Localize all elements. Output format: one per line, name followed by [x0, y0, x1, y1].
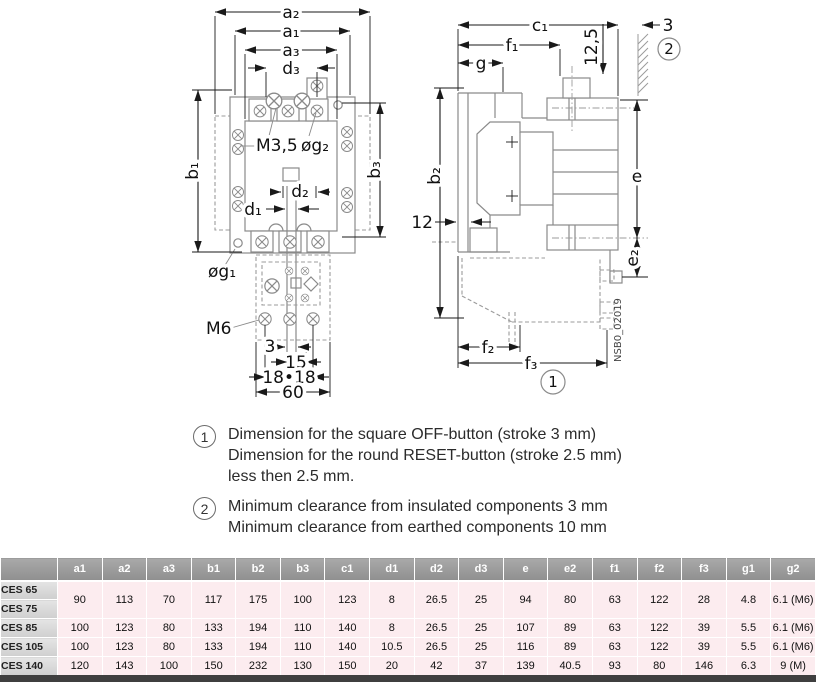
dimension-value: 28 — [682, 581, 727, 619]
dimension-value: 100 — [58, 619, 103, 638]
column-header-e2: e2 — [548, 558, 593, 581]
dimension-value: 39 — [682, 638, 727, 657]
dimension-value: 175 — [236, 581, 281, 619]
dim-label-d3: d₃ — [282, 59, 300, 79]
dimension-value: 194 — [236, 619, 281, 638]
side-head — [477, 122, 553, 215]
column-header-d1: d1 — [370, 558, 415, 581]
dimension-value: 25 — [459, 638, 504, 657]
dimension-value: 150 — [325, 657, 370, 676]
dimension-value: 90 — [58, 581, 103, 619]
wall-hatching — [638, 34, 648, 96]
dimension-value: 70 — [147, 581, 192, 619]
side-bottom-terminal — [547, 225, 618, 250]
dimension-value: 26.5 — [414, 619, 459, 638]
column-header-b3: b3 — [280, 558, 325, 581]
dimension-value: 63 — [592, 638, 637, 657]
dim-label-60: 60 — [282, 383, 304, 403]
dimension-value: 139 — [503, 657, 548, 676]
drawing-code: NSB0_02019 — [613, 298, 624, 362]
dim-label-d1: d₁ — [244, 200, 262, 220]
corner-cell — [1, 558, 58, 581]
dimension-value: 80 — [147, 638, 192, 657]
dimension-value: 6.3 — [726, 657, 771, 676]
diamond-mark — [304, 277, 318, 291]
label-m6: M6 — [206, 319, 232, 339]
table-row — [1, 638, 816, 657]
note-1-line-2: Dimension for the round RESET-button (stroke 2.5 mm) — [228, 447, 622, 464]
dimension-value: 110 — [280, 619, 325, 638]
side-top-terminal — [547, 98, 618, 120]
dimension-value: 100 — [280, 581, 325, 619]
dimension-value: 89 — [548, 638, 593, 657]
dimension-value: 26.5 — [414, 638, 459, 657]
dimension-value: 146 — [682, 657, 727, 676]
dimension-value: 8 — [370, 619, 415, 638]
dimension-value: 89 — [548, 619, 593, 638]
column-header-f1: f1 — [592, 558, 637, 581]
dimension-value: 5.5 — [726, 619, 771, 638]
dimension-value: 9 (M) — [771, 657, 816, 676]
row-label: CES 65 — [1, 581, 58, 600]
dimension-value: 80 — [147, 619, 192, 638]
callout-2-number: 2 — [664, 40, 674, 58]
dimension-value: 117 — [191, 581, 236, 619]
table-row — [1, 581, 816, 600]
dimension-table-section — [0, 557, 816, 676]
dimension-value: 123 — [102, 619, 147, 638]
dim-label-f2: f₂ — [481, 338, 495, 358]
column-header-g2: g2 — [771, 558, 816, 581]
table-row — [1, 657, 816, 676]
column-header-a2: a2 — [102, 558, 147, 581]
side-view — [411, 16, 680, 394]
row-label: CES 85 — [1, 619, 58, 638]
dimension-value: 5.5 — [726, 638, 771, 657]
column-header-e: e — [503, 558, 548, 581]
dimension-value: 80 — [548, 581, 593, 619]
dim-label-c1: c₁ — [531, 16, 549, 36]
dimension-value: 116 — [503, 638, 548, 657]
dimension-value: 20 — [370, 657, 415, 676]
dim-label-3-clearance: 3 — [662, 16, 674, 36]
column-header-f2: f2 — [637, 558, 682, 581]
column-header-a1: a1 — [58, 558, 103, 581]
dimension-value: 39 — [682, 619, 727, 638]
dimension-value: 80 — [637, 657, 682, 676]
note-1-line-1: Dimension for the square OFF-button (stroke 3 mm) — [228, 426, 597, 443]
dim-label-a1: a₁ — [282, 22, 300, 42]
note-1-badge: 1 — [193, 425, 216, 448]
note-2-badge: 2 — [193, 497, 216, 520]
dim-label-a2: a₂ — [282, 3, 300, 23]
column-header-d2: d2 — [414, 558, 459, 581]
row-label: CES 75 — [1, 600, 58, 619]
dimension-value: 150 — [191, 657, 236, 676]
side-accessory — [462, 258, 614, 345]
dimension-value: 133 — [191, 619, 236, 638]
dim-label-18-18: 18•18 — [262, 368, 316, 388]
dimension-value: 123 — [102, 638, 147, 657]
dimension-value: 25 — [459, 581, 504, 619]
dimension-value: 140 — [325, 619, 370, 638]
label-og2: øg₂ — [301, 136, 330, 156]
dimension-value: 8 — [370, 581, 415, 619]
note-2-line-2: Minimum clearance from earthed components 10 mm — [228, 519, 607, 536]
dimension-value: 63 — [592, 619, 637, 638]
dim-label-g: g — [475, 54, 487, 74]
column-header-b2: b2 — [236, 558, 281, 581]
front-view — [183, 3, 386, 403]
table-row — [1, 619, 816, 638]
dimension-value: 107 — [503, 619, 548, 638]
callout-1-number: 1 — [548, 373, 558, 391]
row-label: CES 140 — [1, 657, 58, 676]
label-m35: M3,5 — [256, 136, 298, 156]
dimension-value: 6.1 (M6) — [771, 638, 816, 657]
dim-label-12-5: 12,5 — [582, 28, 602, 66]
note-1-line-3: less then 2.5 mm. — [228, 468, 355, 485]
dim-label-b1: b₁ — [183, 162, 203, 180]
column-header-b1: b1 — [191, 558, 236, 581]
dim-label-f3: f₃ — [524, 354, 538, 374]
dimension-value: 40.5 — [548, 657, 593, 676]
dimension-value: 194 — [236, 638, 281, 657]
column-header-d3: d3 — [459, 558, 504, 581]
dimension-value: 6.1 (M6) — [771, 581, 816, 619]
dimension-value: 25 — [459, 619, 504, 638]
dimension-value: 42 — [414, 657, 459, 676]
dimension-value: 130 — [280, 657, 325, 676]
dim-label-d2: d₂ — [291, 182, 309, 202]
dim-label-b3: b₃ — [365, 161, 385, 179]
dim-label-12: 12 — [411, 213, 433, 233]
table-footer-bar — [0, 675, 816, 682]
dim-label-a3: a₃ — [282, 41, 300, 61]
dimension-value: 232 — [236, 657, 281, 676]
dim-label-e2: e₂ — [623, 249, 643, 267]
dimension-value: 4.8 — [726, 581, 771, 619]
dim-label-e: e — [631, 167, 643, 187]
column-header-a3: a3 — [147, 558, 192, 581]
dim-label-b2: b₂ — [425, 167, 445, 185]
dimension-value: 120 — [58, 657, 103, 676]
note-1 — [193, 424, 622, 487]
dimension-value: 133 — [191, 638, 236, 657]
dim-label-15: 15 — [285, 353, 307, 373]
dimension-value: 100 — [58, 638, 103, 657]
column-header-g1: g1 — [726, 558, 771, 581]
column-header-c1: c1 — [325, 558, 370, 581]
dimension-value: 94 — [503, 581, 548, 619]
dimension-value: 93 — [592, 657, 637, 676]
dimension-value: 113 — [102, 581, 147, 619]
note-2-line-1: Minimum clearance from insulated components 3 mm — [228, 498, 608, 515]
dimension-value: 123 — [325, 581, 370, 619]
dimension-value: 100 — [147, 657, 192, 676]
dimensions-table — [0, 557, 816, 676]
label-og1: øg₁ — [208, 262, 237, 282]
dimension-value: 122 — [637, 638, 682, 657]
dimension-value: 143 — [102, 657, 147, 676]
dim-label-f1: f₁ — [505, 36, 519, 56]
dimension-value: 122 — [637, 581, 682, 619]
dimension-value: 37 — [459, 657, 504, 676]
dimension-value: 110 — [280, 638, 325, 657]
row-label: CES 105 — [1, 638, 58, 657]
note-2 — [193, 496, 608, 538]
dim-label-3: 3 — [264, 337, 276, 357]
column-header-f3: f3 — [682, 558, 727, 581]
dimension-value: 10.5 — [370, 638, 415, 657]
dimension-value: 140 — [325, 638, 370, 657]
dimension-value: 26.5 — [414, 581, 459, 619]
dimension-value: 122 — [637, 619, 682, 638]
dimension-value: 6.1 (M6) — [771, 619, 816, 638]
dimension-value: 63 — [592, 581, 637, 619]
